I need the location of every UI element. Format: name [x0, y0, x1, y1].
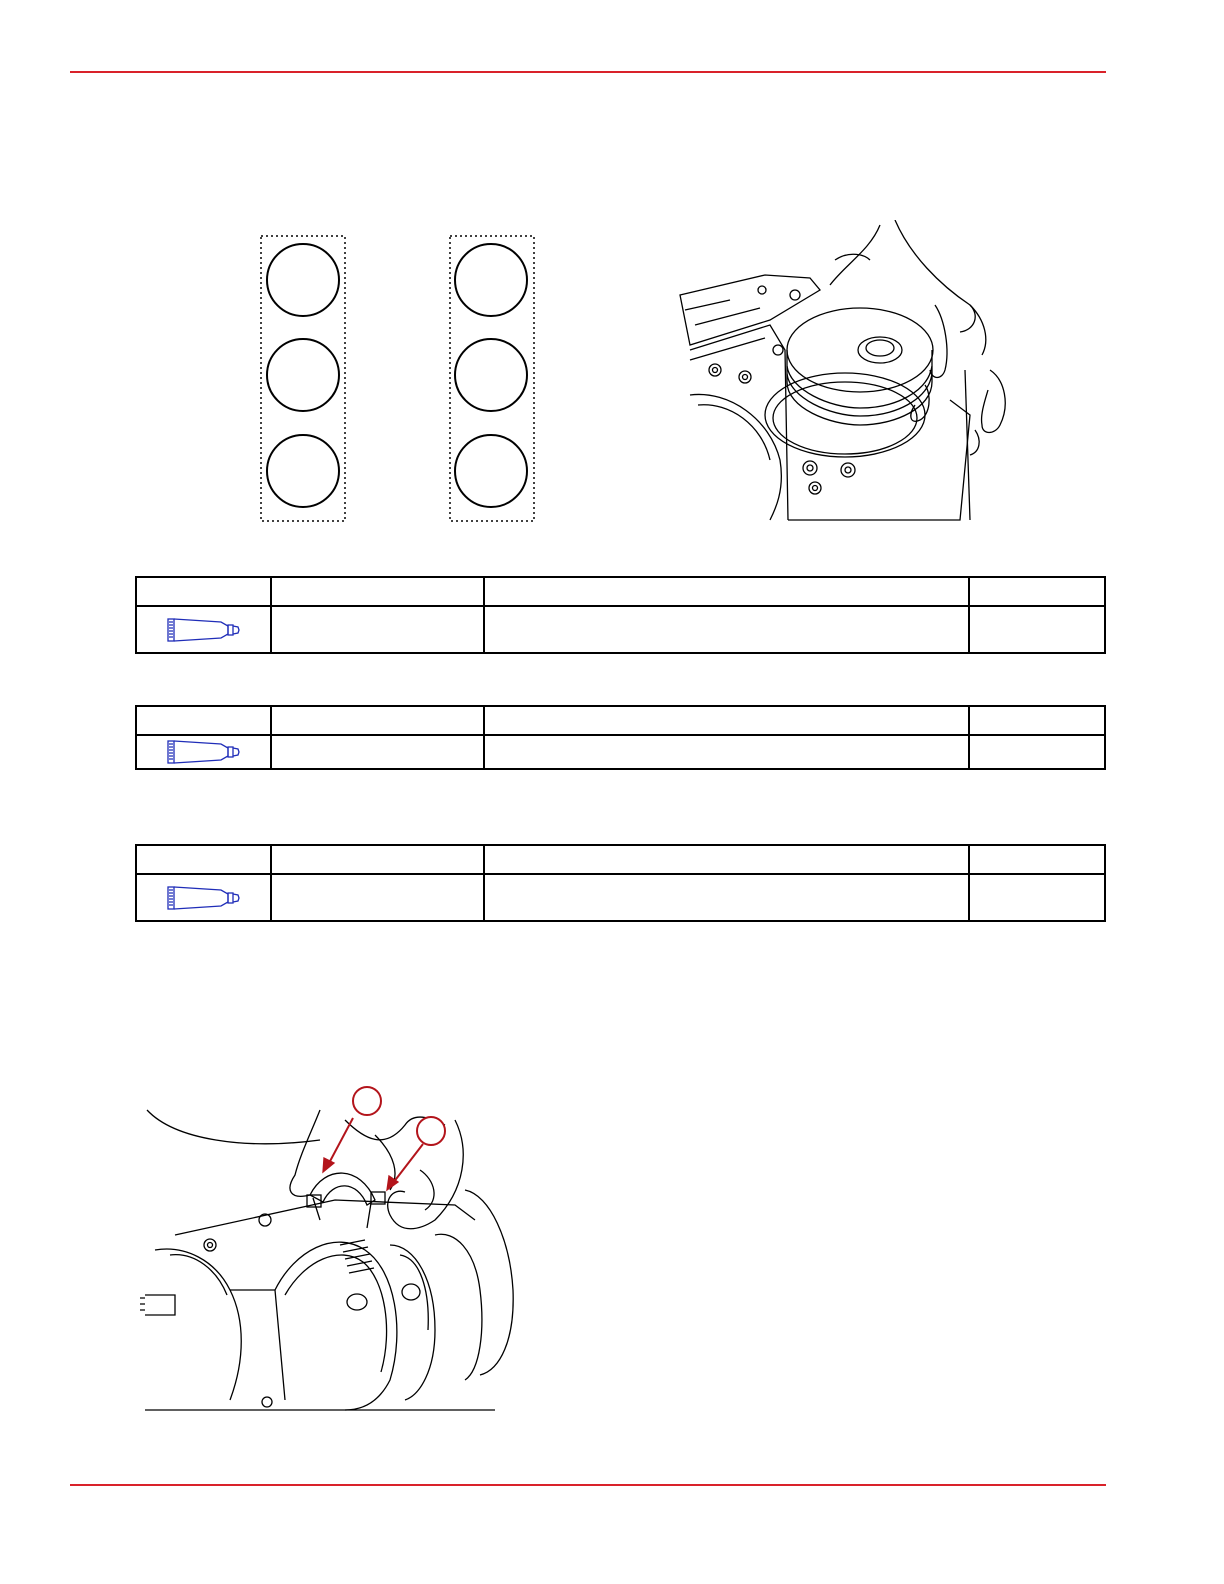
header-description	[271, 577, 484, 606]
lubricant-tube-icon	[166, 616, 242, 644]
table-row	[136, 874, 1105, 921]
cell-where-used	[484, 874, 969, 921]
bore-5	[267, 435, 339, 507]
icon-cell	[136, 735, 271, 769]
header-where-used	[484, 706, 969, 735]
table-header-row	[136, 577, 1105, 606]
header-part-number	[969, 577, 1105, 606]
lubricant-table-2	[135, 705, 1106, 770]
cell-where-used	[484, 735, 969, 769]
cell-description	[271, 606, 484, 653]
header-ref	[136, 577, 271, 606]
bore-2	[455, 244, 527, 316]
header-part-number	[969, 845, 1105, 874]
header-where-used	[484, 577, 969, 606]
header-rule	[70, 71, 1106, 73]
bearing-install-illustration	[135, 1080, 515, 1415]
footer-rule	[70, 1484, 1106, 1486]
cell-part-number	[969, 874, 1105, 921]
icon-cell	[136, 874, 271, 921]
lubricant-tube-icon	[166, 738, 242, 766]
cell-part-number	[969, 735, 1105, 769]
bore-3	[267, 339, 339, 411]
cell-description	[271, 735, 484, 769]
bore-6	[455, 435, 527, 507]
right-bank-outline	[450, 236, 534, 521]
lubricant-tube-icon	[166, 884, 242, 912]
cell-part-number	[969, 606, 1105, 653]
cylinder-bore-diagram	[250, 225, 550, 535]
header-description	[271, 845, 484, 874]
callout-2	[417, 1117, 445, 1145]
icon-cell	[136, 606, 271, 653]
left-bank-outline	[261, 236, 345, 521]
table-row	[136, 606, 1105, 653]
table-header-row	[136, 706, 1105, 735]
callout-1	[353, 1087, 381, 1115]
header-ref	[136, 706, 271, 735]
bore-1	[267, 244, 339, 316]
table-row	[136, 735, 1105, 769]
header-description	[271, 706, 484, 735]
header-where-used	[484, 845, 969, 874]
cell-where-used	[484, 606, 969, 653]
lubricant-table-3	[135, 844, 1106, 922]
header-part-number	[969, 706, 1105, 735]
cell-description	[271, 874, 484, 921]
bore-4	[455, 339, 527, 411]
piston-install-illustration	[670, 220, 1015, 525]
header-ref	[136, 845, 271, 874]
table-header-row	[136, 845, 1105, 874]
lubricant-table-1	[135, 576, 1106, 654]
